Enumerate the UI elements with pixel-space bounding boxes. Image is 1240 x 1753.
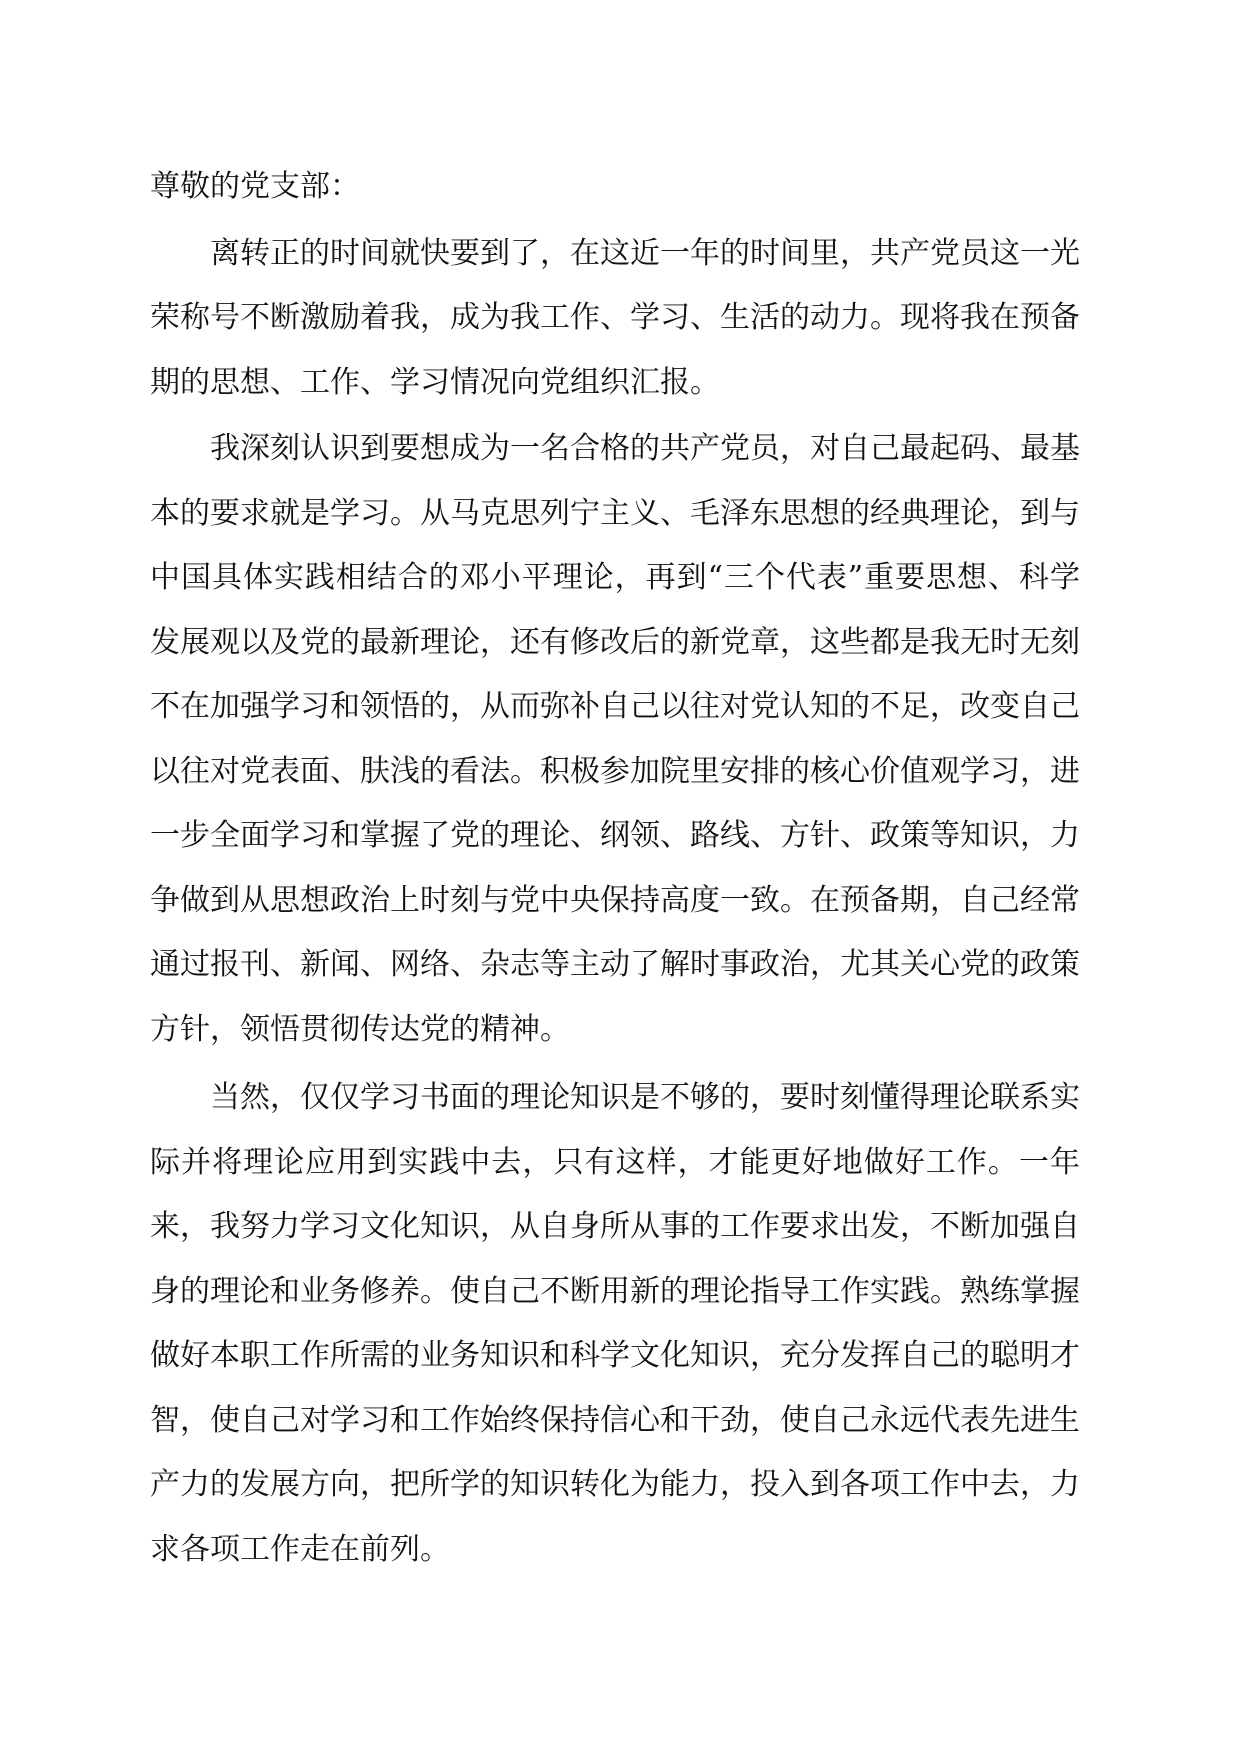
paragraph-1: 离转正的时间就快要到了，在这近一年的时间里，共产党员这一光荣称号不断激励着我，成为我工作、学习、生活的动力。现将我在预备期的思想、工作、学习情况向党组织汇报。 <box>150 235 1080 400</box>
salutation: 尊敬的党支部： <box>150 169 360 204</box>
document-body <box>150 155 1080 1584</box>
paragraph-2: 我深刻认识到要想成为一名合格的共产党员，对自己最起码、最基本的要求就是学习。从马克思列宁主义、毛泽东思想的经典理论，到与中国具体实践相结合的邓小平理论，再到“三个代表”重要思想、科学发展观以及党的最新理论，还有修改后的新党章，这些都是我无时无刻不在加强学习和领悟的，从而弥补自己以往对党认知的不足，改变自己以往对党表面、肤浅的看法。积极参加院里安排的核心价值观学习，进一步全面学习和掌握了党的理论、纲领、路线、方针、政策等知识，力争做到从思想政治上时刻与党中央保持高度一致。在预备期，自己经常通过报刊、新闻、网络、杂志等主动了解时事政治，尤其关心党的政策方针，领悟贯彻传达党的精神。 <box>150 431 1080 1047</box>
paragraph-3: 当然，仅仅学习书面的理论知识是不够的，要时刻懂得理论联系实际并将理论应用到实践中去，只有这样，才能更好地做好工作。一年来，我努力学习文化知识，从自身所从事的工作要求出发，不断加强自身的理论和业务修养。使自己不断用新的理论指导工作实践。熟练掌握做好本职工作所需的业务知识和科学文化知识，充分发挥自己的聪明才智，使自己对学习和工作始终保持信心和干劲，使自己永远代表先进生产力的发展方向，把所学的知识转化为能力，投入到各项工作中去，力求各项工作走在前列。 <box>150 1080 1080 1567</box>
